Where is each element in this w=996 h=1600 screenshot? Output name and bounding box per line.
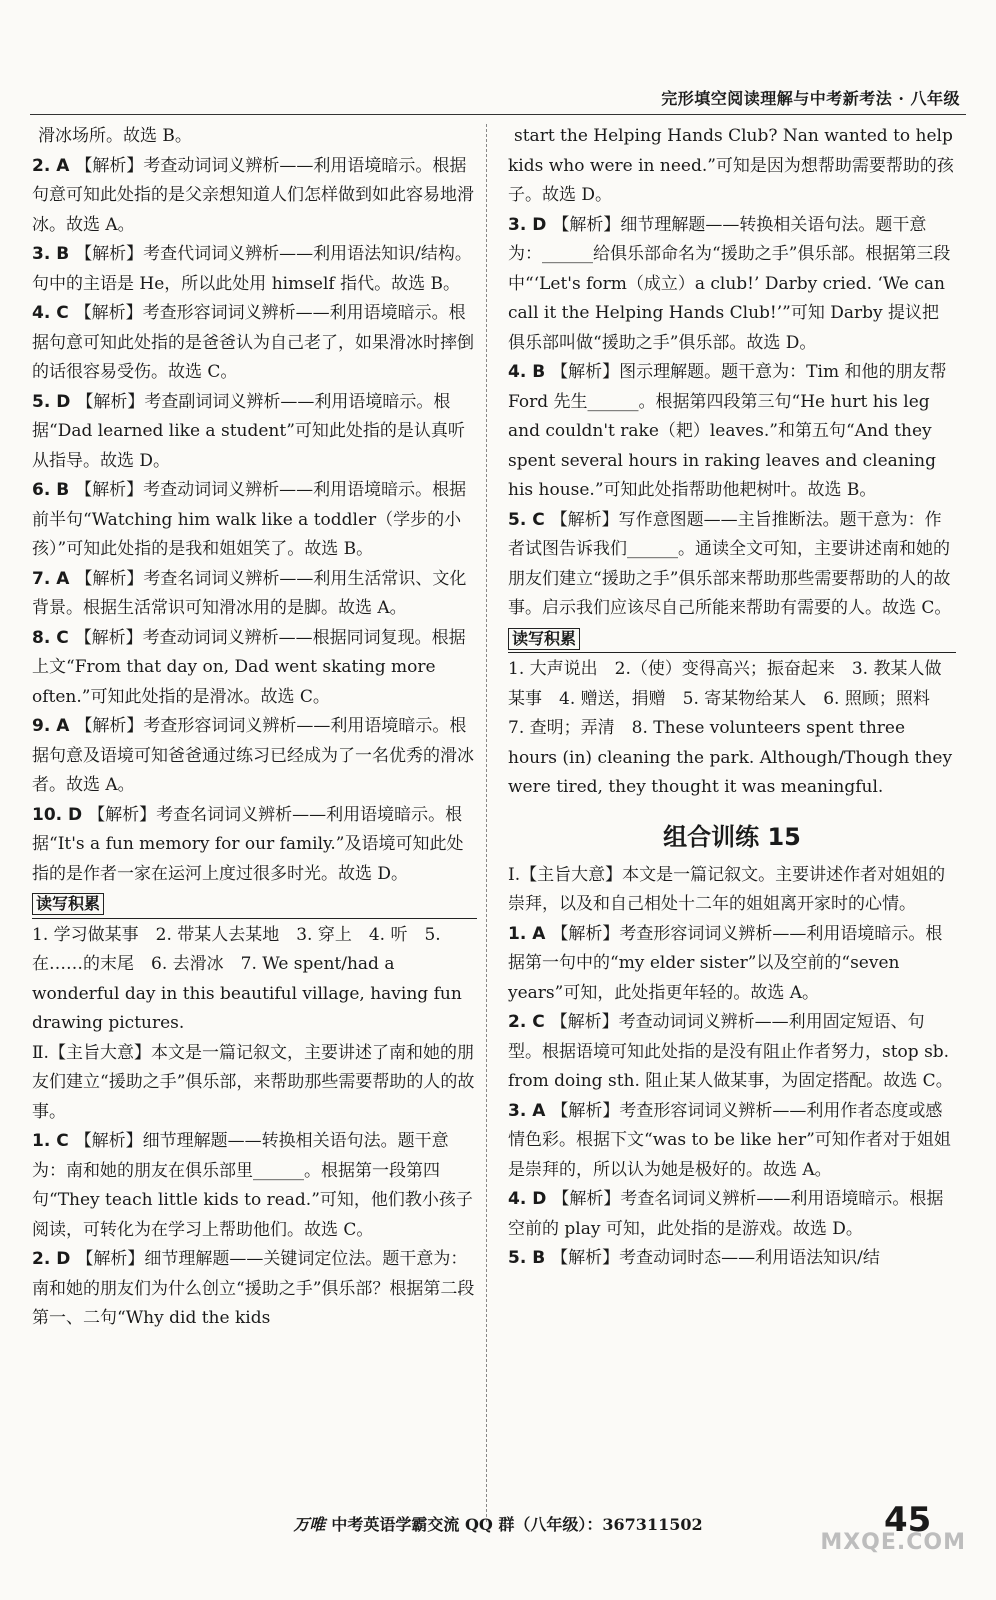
group-training-title: 组合训练 15: [663, 822, 801, 851]
answer-item: 2. A 【解析】考查动词词义辨析——利用语境暗示。根据句意可知此处指的是父亲想知道人们怎样做到如此容易地滑冰。故选 A。: [32, 155, 474, 235]
answer-item: 3. B 【解析】考查代词词义辨析——利用语法知识/结构。句中的主语是 He，所以此处用 himself 指代。故选 B。: [32, 244, 472, 294]
section-text: 1. 学习做某事 2. 带某人去某地 3. 穿上 4. 听 5. 在……的末尾 6. 去滑冰 7. We spent/had a wonderful day in this beautiful village, having fun drawing pictures.: [32, 924, 462, 1033]
answer-item: 5. D 【解析】考查副词词义辨析——利用语境暗示。根据“Dad learned like a student”可知此处指的是认真听从指导。故选 D。: [32, 391, 465, 471]
answer-item: 10. D 【解析】考查名词词义辨析——利用语境暗示。根据“It's a fun memory for our family.”及语境可知此处指的是作者一家在运河上度过很多时光。故选 D。: [32, 804, 464, 884]
section-text: 1. 大声说出 2.（使）变得高兴；振奋起来 3. 教某人做某事 4. 赠送，捐赠 5. 寄某物给某人 6. 照顾；照料 7. 查明；弄清 8. These volunteers spent three hours (in) cleaning the park. Although/Though they were tired, they thought it was meaningful.: [508, 659, 953, 797]
footer-text: 中考英语学霸交流 QQ 群（八年级）：367311502: [331, 1515, 703, 1534]
answer-item: start the Helping Hands Club? Nan wanted to help kids who were in need.”可知是因为想帮助需要帮助的孩子。故选 D。: [508, 126, 954, 205]
answer-item: 3. D 【解析】细节理解题——转换相关语句法。题干意为：______给俱乐部命名为“援助之手”俱乐部。根据第三段中“‘Let's form（成立）a club!’ Darby cried. ‘We can call it the Helping Hands Club!’”可知 Darby 提议把俱乐部叫做“援助之手”俱乐部。故选 D。: [508, 214, 951, 353]
section-title-reading-writing: 读写积累: [508, 628, 580, 650]
answer-item: 5. C 【解析】写作意图题——主旨推断法。题干意为：作者试图告诉我们______。通读全文可知，主要讲述南和她的朋友们建立“援助之手”俱乐部来帮助那些需要帮助的人的故事。启示我们应该尽自己所能来帮助有需要的人。故选 C。: [508, 509, 952, 618]
header-rule: [30, 114, 966, 115]
watermark: MXQE.COM: [820, 1530, 966, 1555]
answer-item: 1. A 【解析】考查形容词词义辨析——利用语境暗示。根据第一句中的“my elder sister”以及空前的“seven years”可知，此处指更年轻的。故选 A。: [508, 923, 943, 1003]
answer-item: 9. A 【解析】考查形容词词义辨析——利用语境暗示。根据句意及语境可知爸爸通过练习已经成为了一名优秀的滑冰者。故选 A。: [32, 716, 474, 795]
answer-item: 6. B 【解析】考查动词词义辨析——利用语境暗示。根据前半句“Watching him walk like a toddler（学步的小孩）”可知此处指的是我和姐姐笑了。故选 B。: [32, 480, 467, 559]
section-rule: [508, 652, 956, 653]
part2-summary: Ⅱ.【主旨大意】本文是一篇记叙文，主要讲述了南和她的朋友们建立“援助之手”俱乐部，来帮助那些需要帮助的人的故事。: [32, 1042, 475, 1122]
answer-item: 2. D 【解析】细节理解题——关键词定位法。题干意为：南和她的朋友们为什么创立“援助之手”俱乐部？根据第二段第一、二句“Why did the kids: [32, 1249, 475, 1328]
answer-item: 5. B 【解析】考查动词时态——利用语法知识/结: [508, 1248, 880, 1268]
section-rule: [32, 918, 477, 919]
answer-item: 4. B 【解析】图示理解题。题干意为：Tim 和他的朋友帮 Ford 先生______。根据第四段第三句“He hurt his leg and couldn't rake（耙）leaves.”和第五句“And they spent several hours in raking leaves and cleaning his house.”可知此处指帮助他耙树叶。故选 B。: [508, 362, 947, 500]
answer-item: 3. A 【解析】考查形容词词义辨析——利用作者态度或感情色彩。根据下文“was to be like her”可知作者对于姐姐是崇拜的，所以认为她是极好的。故选 A。: [508, 1100, 951, 1180]
answer-item: 滑冰场所。故选 B。: [38, 126, 192, 146]
answer-item: 2. C 【解析】考查动词词义辨析——利用固定短语、句型。根据语境可知此处指的是没有阻止作者努力，stop sb. from doing sth. 阻止某人做某事，为固定搭配。故选 C。: [508, 1012, 953, 1091]
group-summary: Ⅰ.【主旨大意】本文是一篇记叙文。主要讲述作者对姐姐的崇拜，以及和自己相处十二年的姐姐离开家时的心情。: [508, 864, 946, 914]
section-title-reading-writing: 读写积累: [32, 893, 104, 915]
right-column: [508, 122, 956, 1274]
answer-item: 8. C 【解析】考查动词词义辨析——根据同词复现。根据上文“From that day on, Dad went skating more often.”可知此处指的是滑冰。故选 C。: [32, 627, 466, 707]
left-column: [32, 122, 477, 1334]
answer-item: 4. D 【解析】考查名词词义辨析——利用语境暗示。根据空前的 play 可知，此处指的是游戏。故选 D。: [508, 1189, 944, 1239]
answer-item: 7. A 【解析】考查名词词义辨析——利用生活常识、文化背景。根据生活常识可知滑冰用的是脚。故选 A。: [32, 568, 467, 618]
running-header: 完形填空阅读理解与中考新考法 · 八年级: [661, 89, 960, 108]
brand-logo: 万唯: [293, 1515, 326, 1534]
answer-item: 4. C 【解析】考查形容词词义辨析——利用语境暗示。根据句意可知此处指的是爸爸认为自己老了，如果滑冰时摔倒的话很容易受伤。故选 C。: [32, 303, 474, 382]
page-number: 45: [884, 1500, 932, 1540]
answer-item: 1. C 【解析】细节理解题——转换相关语句法。题干意为：南和她的朋友在俱乐部里______。根据第一段第四句“They teach little kids to read.”可知，他们教小孩子阅读，可转化为在学习上帮助他们。故选 C。: [32, 1131, 473, 1240]
column-divider: [486, 124, 487, 1522]
